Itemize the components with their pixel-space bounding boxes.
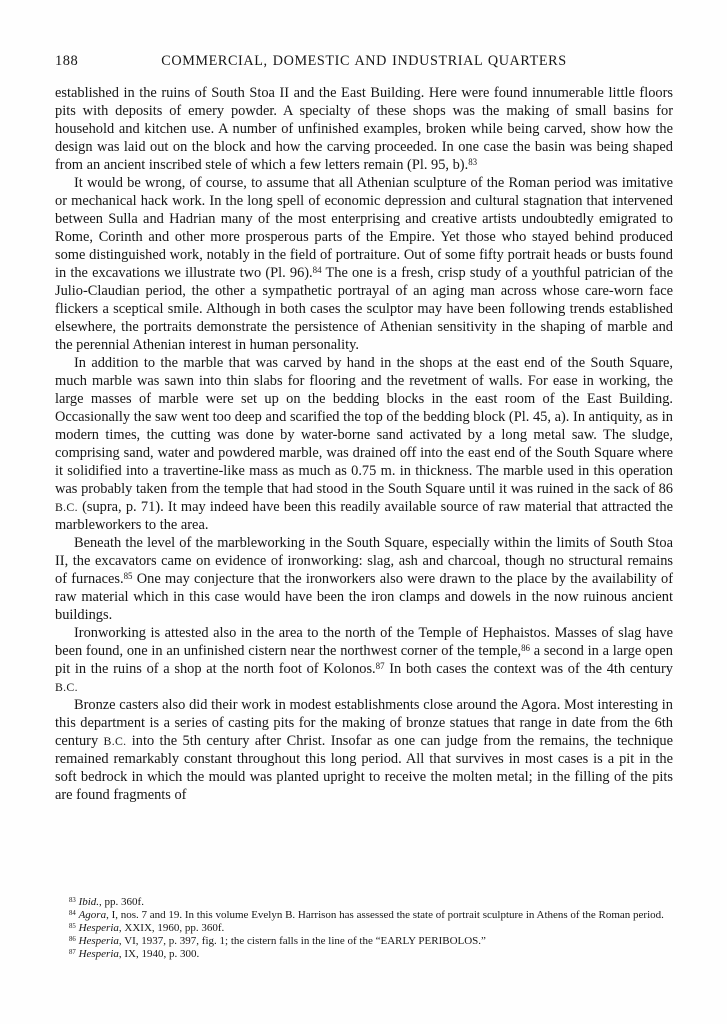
text-segment: In addition to the marble that was carved by hand in the shops at the east end of the South Square, much marble was sawn into thin slabs for flooring and the revetment of walls. For ease in working, the large masses of marble were set up on the bedding blocks in the east room of the East Building. Occasionally the saw went too deep and scarified the top of the bedding block (Pl. 45, a). In antiquity, as in modern times, the cutting was done by water-borne sand activated by a long metal saw. The sludge, comprising sand, water and powdered marble, was drained off into the east end of the South Square where it solidified into a travertine-like mass as much as 0.75 m. in thickness. The marble used in this operation was probably taken from the temple that had stood in the South Square until it was ruined in the sack of 86 (55, 355, 673, 497)
footnote (55, 948, 673, 961)
text-segment: Ironworking is attested also in the area to the north of the Temple of Hephaistos. Masses of slag have been found, one in an unfinished cistern near the northwest corner of the temple, (55, 625, 673, 659)
text-segment: In both cases the context was of the 4th century (384, 661, 673, 677)
footnote-ref: 87 (69, 948, 76, 956)
body-paragraph (55, 696, 673, 804)
body-paragraph (55, 624, 673, 696)
text-segment: B.C. (55, 500, 78, 514)
footnote-ref: 83 (69, 896, 76, 904)
footnote (55, 896, 673, 909)
footnote-ref: 84 (69, 909, 76, 917)
text-segment: Agora (78, 908, 107, 921)
text-segment: , VI, 1937, p. 397, fig. 1; the cistern falls in the line of the “EARLY PERIBOLOS.” (118, 934, 486, 947)
footnote-ref: 85 (123, 570, 133, 581)
footnote-ref: 85 (69, 922, 76, 930)
footnote-ref: 86 (521, 642, 530, 653)
body-text (55, 84, 673, 804)
running-head (55, 53, 673, 71)
text-segment: , IX, 1940, p. 300. (118, 947, 200, 960)
text-segment: B.C. (103, 734, 127, 748)
body-paragraph (55, 84, 673, 174)
text-segment: The one is a fresh, crisp study of a youthful patrician of the Julio-Claudian period, the other a sympathetic portrayal of an aging man across whose care-worn face flickers a sceptical smile. Although in both cases the sculptor may have been following trends established elsewhere, the portraits demonstrate the persistence of Athenian sensitivity in the shaping of marble and the perennial Athenian interest in human personality. (55, 265, 674, 353)
body-paragraph (55, 534, 673, 624)
footnote-ref: 87 (375, 660, 385, 671)
text-segment: Ibid. (78, 896, 100, 908)
text-segment: It would be wrong, of course, to assume that all Athenian sculpture of the Roman period was imitative or mechanical hack work. In the long spell of economic depression and cultural stagnation that intervened between Sulla and Hadrian many of the most enterprising and creative artists undoubtedly emigrated to Rome, Corinth and other more prosperous parts of the Empire. Yet those who stayed behind produced some distinguished work, notably in the field of portraiture. Out of some fifty portrait heads or busts found in the excavations we illustrate two (Pl. 96). (55, 175, 673, 281)
footnote-ref: 86 (69, 935, 76, 943)
text-segment: B.C. (55, 680, 78, 694)
text-segment: Hesperia (78, 921, 119, 934)
text-segment: , pp. 360f. (99, 896, 144, 908)
text-segment: Bronze casters also did their work in modest establishments close around the Agora. Most interesting in this department is a series of casting pits for the making of bronze statues that range in date from the 6th century (55, 697, 673, 749)
text-segment: (supra, p. 71). It may indeed have been this readily available source of raw material that attracted the marbleworkers to the area. (55, 499, 673, 533)
text-segment: a second in a large open pit in the ruins of a shop at the north foot of Kolonos. (55, 643, 673, 677)
text-segment: Hesperia (78, 947, 119, 960)
text-segment: Beneath the level of the marbleworking in the South Square, especially within the limits of South Stoa II, the excavators came on evidence of ironworking: slag, ash and charcoal, though no structural remains of furnaces. (55, 535, 673, 587)
footnotes (55, 896, 673, 961)
body-paragraph (55, 354, 673, 534)
body-paragraph (55, 174, 673, 354)
footnote-ref: 83 (468, 156, 478, 167)
footnote-ref: 84 (312, 264, 322, 275)
text-segment: Hesperia (78, 934, 119, 947)
footnote (55, 909, 673, 922)
page-number: 188 (55, 53, 79, 69)
text-segment: One may conjecture that the ironworkers also were drawn to the place by the availability of raw material which in this case would have been the iron clamps and dowels in the now ruinous ancient buildings. (55, 571, 673, 623)
footnote (55, 922, 673, 935)
text-segment: , XXIX, 1960, pp. 360f. (118, 921, 225, 934)
text-segment: established in the ruins of South Stoa II and the East Building. Here were found innumerable little floors pits with deposits of emery powder. A specialty of these shops was the making of small basins for household and kitchen use. A number of unfinished examples, broken while being carved, show how the design was laid out on the block and how the carving proceeded. In one case the basin was being shaped from an ancient inscribed stele of which a few letters remain (Pl. 95, b). (55, 85, 673, 173)
text-segment: , I, nos. 7 and 19. In this volume Evelyn B. Harrison has assessed the state of portrait sculpture in Athens of the Roman period. (106, 908, 664, 921)
page-header-title: COMMERCIAL, DOMESTIC AND INDUSTRIAL QUARTERS (161, 53, 567, 69)
footnote (55, 935, 673, 948)
text-segment: into the 5th century after Christ. Insofar as one can judge from the remains, the technique remained remarkably constant throughout this long period. All that survives in most cases is a pit in the soft bedrock in which the mould was planted upright to receive the molten metal; in the filling of the pits are found fragments of (55, 733, 673, 803)
